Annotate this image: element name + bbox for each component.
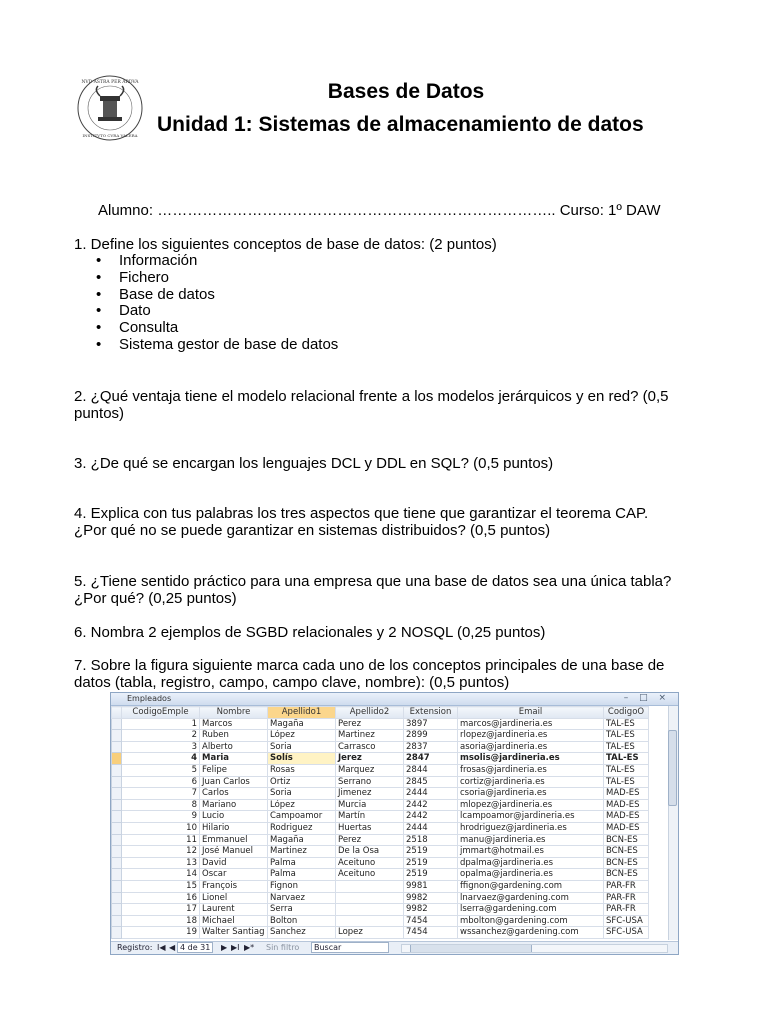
table-cell[interactable]: frosas@jardineria.es	[458, 764, 604, 776]
table-cell[interactable]: Soria	[268, 741, 336, 753]
no-filter-button[interactable]: Sin filtro	[266, 943, 300, 952]
table-cell[interactable]: 2844	[404, 764, 458, 776]
table-cell[interactable]: Palma	[268, 869, 336, 881]
table-cell[interactable]	[336, 904, 404, 916]
table-cell[interactable]: Lionel	[200, 892, 268, 904]
table-cell[interactable]	[336, 915, 404, 927]
table-body	[112, 718, 649, 938]
table-cell[interactable]: MAD-ES	[604, 822, 649, 834]
select-all-cell[interactable]	[112, 707, 122, 719]
scrollbar-thumb[interactable]	[410, 945, 532, 952]
table-cell[interactable]: marcos@jardineria.es	[458, 718, 604, 730]
table-cell[interactable]: jmmart@hotmail.es	[458, 846, 604, 858]
table-header-row	[112, 707, 649, 719]
table-cell[interactable]: Fignon	[268, 880, 336, 892]
document-subtitle: Unidad 1: Sistemas de almacenamiento de datos	[157, 113, 644, 136]
table-cell[interactable]: 2519	[404, 846, 458, 858]
table-cell[interactable]: Lopez	[336, 927, 404, 939]
table-cell[interactable]: Perez	[336, 718, 404, 730]
table-cell[interactable]: 14	[122, 869, 200, 881]
table-cell[interactable]: Sanchez	[268, 927, 336, 939]
list-item: • Sistema gestor de base de datos	[96, 335, 339, 353]
table-cell[interactable]: Rosas	[268, 764, 336, 776]
row-selector[interactable]	[112, 822, 122, 834]
table-cell[interactable]: 2	[122, 730, 200, 742]
table-cell[interactable]: 9982	[404, 904, 458, 916]
list-item: • Fichero	[96, 268, 170, 286]
row-selector[interactable]	[112, 799, 122, 811]
column-header[interactable]: CodigoEmple	[122, 707, 200, 719]
list-item: • Consulta	[96, 319, 179, 337]
table-cell[interactable]: Bolton	[268, 915, 336, 927]
row-selector[interactable]	[112, 753, 122, 765]
column-header[interactable]: CodigoO	[604, 707, 649, 719]
table-cell[interactable]: Jerez	[336, 753, 404, 765]
table-cell[interactable]: 4	[122, 753, 200, 765]
table-cell[interactable]: 2845	[404, 776, 458, 788]
row-selector[interactable]	[112, 915, 122, 927]
table-cell[interactable]: lserra@gardening.com	[458, 904, 604, 916]
row-selector[interactable]	[112, 741, 122, 753]
table-cell[interactable]: lnarvaez@gardening.com	[458, 892, 604, 904]
question-4-line-2: ¿Por qué no se puede garantizar en sistemas distribuidos? (0,5 puntos)	[74, 522, 551, 539]
table-cell[interactable]: MAD-ES	[604, 788, 649, 800]
table-cell[interactable]: PAR-FR	[604, 892, 649, 904]
table-cell[interactable]: 2519	[404, 869, 458, 881]
table-cell[interactable]: Carrasco	[336, 741, 404, 753]
question-5	[74, 573, 714, 607]
column-header-selected[interactable]: Apellido1	[268, 707, 336, 719]
bullet-icon: •	[96, 302, 102, 320]
table-cell[interactable]: TAL-ES	[604, 764, 649, 776]
bullet-icon: •	[96, 285, 102, 303]
table-cell[interactable]: Narvaez	[268, 892, 336, 904]
table-cell[interactable]: rlopez@jardineria.es	[458, 730, 604, 742]
table-cell[interactable]: 9	[122, 811, 200, 823]
table-cell[interactable]: 7	[122, 788, 200, 800]
window-controls[interactable]: – □ ×	[623, 693, 670, 703]
question-2: 2. ¿Qué ventaja tiene el modelo relacional frente a los modelos jerárquicos y en red? (0,5 puntos)	[74, 388, 669, 422]
table-cell[interactable]: 2444	[404, 822, 458, 834]
svg-text:NVD ASTRA PER ARDVA: NVD ASTRA PER ARDVA	[81, 80, 139, 85]
row-selector[interactable]	[112, 718, 122, 730]
table-cell[interactable]: 3	[122, 741, 200, 753]
table-row[interactable]	[112, 857, 649, 869]
bullet-icon: •	[96, 319, 102, 337]
table-cell[interactable]: BCN-ES	[604, 846, 649, 858]
table-row[interactable]	[112, 904, 649, 916]
table-cell[interactable]: Marcos	[200, 718, 268, 730]
table-cell[interactable]: 3897	[404, 718, 458, 730]
table-cell[interactable]: msolis@jardineria.es	[458, 753, 604, 765]
column-header[interactable]: Extension	[404, 707, 458, 719]
table-cell[interactable]: 7454	[404, 915, 458, 927]
table-cell[interactable]: dpalma@jardineria.es	[458, 857, 604, 869]
table-cell[interactable]: Marquez	[336, 764, 404, 776]
row-selector[interactable]	[112, 892, 122, 904]
horizontal-scrollbar[interactable]	[401, 944, 668, 953]
table-cell[interactable]: Ruben	[200, 730, 268, 742]
table-cell[interactable]: 18	[122, 915, 200, 927]
table-cell[interactable]: De la Osa	[336, 846, 404, 858]
table-cell[interactable]	[336, 892, 404, 904]
table-cell[interactable]: cortiz@jardineria.es	[458, 776, 604, 788]
table-cell[interactable]: Magaña	[268, 834, 336, 846]
table-cell[interactable]: Soria	[268, 788, 336, 800]
vertical-scrollbar[interactable]	[668, 706, 678, 940]
question-4	[74, 505, 714, 539]
question-4-line-1: 4. Explica con tus palabras los tres aspectos que tiene que garantizar el teorema CAP.	[74, 505, 649, 522]
table-cell[interactable]: mbolton@gardening.com	[458, 915, 604, 927]
table-cell[interactable]: opalma@jardineria.es	[458, 869, 604, 881]
table-cell[interactable]: csoria@jardineria.es	[458, 788, 604, 800]
column-header[interactable]: Apellido2	[336, 707, 404, 719]
table-cell[interactable]: 2837	[404, 741, 458, 753]
table-cell[interactable]: 11	[122, 834, 200, 846]
table-cell[interactable]: 2518	[404, 834, 458, 846]
table-row[interactable]	[112, 730, 649, 742]
svg-text:INSTITVTO CVRA VALERA: INSTITVTO CVRA VALERA	[82, 133, 138, 138]
table-cell[interactable]: 5	[122, 764, 200, 776]
table-cell[interactable]: Carlos	[200, 788, 268, 800]
table-cell[interactable]: 13	[122, 857, 200, 869]
table-cell[interactable]: Huertas	[336, 822, 404, 834]
table-cell[interactable]: 7454	[404, 927, 458, 939]
table-cell[interactable]: Magaña	[268, 718, 336, 730]
table-cell[interactable]: manu@jardineria.es	[458, 834, 604, 846]
table-cell[interactable]: López	[268, 730, 336, 742]
table-cell[interactable]: ffignon@gardening.com	[458, 880, 604, 892]
table-cell[interactable]: SFC-USA	[604, 927, 649, 939]
table-cell[interactable]: TAL-ES	[604, 730, 649, 742]
table-cell[interactable]: Solís	[268, 753, 336, 765]
list-item: • Información	[96, 252, 198, 269]
table-cell[interactable]: Martinez	[336, 730, 404, 742]
table-cell[interactable]: Palma	[268, 857, 336, 869]
table-cell[interactable]: Serra	[268, 904, 336, 916]
table-cell[interactable]: 15	[122, 880, 200, 892]
table-cell[interactable]: 2442	[404, 799, 458, 811]
table-cell[interactable]: 9982	[404, 892, 458, 904]
row-selector[interactable]	[112, 764, 122, 776]
table-cell[interactable]: Lucio	[200, 811, 268, 823]
bullet-icon: •	[96, 268, 102, 286]
question-7	[74, 657, 714, 691]
table-cell[interactable]: hrodriguez@jardineria.es	[458, 822, 604, 834]
table-cell[interactable]: 9981	[404, 880, 458, 892]
table-cell[interactable]	[336, 880, 404, 892]
table-cell[interactable]: Walter Santiag	[200, 927, 268, 939]
table-row[interactable]	[112, 753, 649, 765]
table-cell[interactable]: PAR-FR	[604, 904, 649, 916]
table-cell[interactable]: Michael	[200, 915, 268, 927]
table-cell[interactable]: Hilario	[200, 822, 268, 834]
table-cell[interactable]: TAL-ES	[604, 718, 649, 730]
table-row[interactable]	[112, 788, 649, 800]
row-selector[interactable]	[112, 730, 122, 742]
document-title: Bases de Datos	[327, 80, 485, 103]
student-line: Alumno: …………………………………………………………………….. Curso: 1º DAW	[98, 202, 661, 219]
table-cell[interactable]: Martín	[336, 811, 404, 823]
table-row[interactable]	[112, 764, 649, 776]
question-5-line-2: ¿Por qué? (0,25 puntos)	[74, 590, 237, 607]
table-row[interactable]	[112, 927, 649, 939]
row-selector[interactable]	[112, 880, 122, 892]
next-record-icon[interactable]: ▶	[221, 943, 228, 952]
table-row[interactable]	[112, 892, 649, 904]
column-header[interactable]: Nombre	[200, 707, 268, 719]
row-selector[interactable]	[112, 904, 122, 916]
question-1: 1. Define los siguientes conceptos de base de datos: (2 puntos)	[74, 236, 497, 253]
table-cell[interactable]: 2444	[404, 788, 458, 800]
row-selector[interactable]	[112, 776, 122, 788]
table-cell[interactable]: MAD-ES	[604, 799, 649, 811]
employees-table	[111, 706, 649, 939]
table-cell[interactable]: Mariano	[200, 799, 268, 811]
table-cell[interactable]: 17	[122, 904, 200, 916]
table-cell[interactable]: BCN-ES	[604, 834, 649, 846]
table-cell[interactable]: Emmanuel	[200, 834, 268, 846]
question-3: 3. ¿De qué se encargan los lenguajes DCL y DDL en SQL? (0,5 puntos)	[74, 455, 554, 472]
table-cell[interactable]: 2899	[404, 730, 458, 742]
table-row[interactable]	[112, 741, 649, 753]
table-cell[interactable]: Ortiz	[268, 776, 336, 788]
table-cell[interactable]: Campoamor	[268, 811, 336, 823]
table-cell[interactable]: 1	[122, 718, 200, 730]
table-cell[interactable]: lcampoamor@jardineria.es	[458, 811, 604, 823]
table-cell[interactable]: Alberto	[200, 741, 268, 753]
table-cell[interactable]: Oscar	[200, 869, 268, 881]
question-6: 6. Nombra 2 ejemplos de SGBD relacionales y 2 NOSQL (0,25 puntos)	[74, 624, 546, 641]
table-cell[interactable]: 8	[122, 799, 200, 811]
row-selector[interactable]	[112, 846, 122, 858]
table-cell[interactable]: 2847	[404, 753, 458, 765]
previous-record-icon[interactable]: ◀	[169, 943, 176, 952]
table-row[interactable]	[112, 915, 649, 927]
table-cell[interactable]: 19	[122, 927, 200, 939]
table-cell[interactable]: 2442	[404, 811, 458, 823]
table-cell[interactable]: 12	[122, 846, 200, 858]
table-cell[interactable]: SFC-USA	[604, 915, 649, 927]
table-cell[interactable]: Juan Carlos	[200, 776, 268, 788]
row-selector[interactable]	[112, 927, 122, 939]
table-cell[interactable]: 6	[122, 776, 200, 788]
question-1-concept-list	[96, 253, 338, 354]
table-cell[interactable]: Serrano	[336, 776, 404, 788]
table-row[interactable]	[112, 718, 649, 730]
table-cell[interactable]: PAR-FR	[604, 880, 649, 892]
table-cell[interactable]: Felipe	[200, 764, 268, 776]
table-cell[interactable]: 10	[122, 822, 200, 834]
row-selector[interactable]	[112, 834, 122, 846]
table-cell[interactable]: Jimenez	[336, 788, 404, 800]
record-navigation-bar	[111, 941, 678, 954]
table-cell[interactable]: MAD-ES	[604, 811, 649, 823]
table-cell[interactable]: TAL-ES	[604, 776, 649, 788]
table-cell[interactable]: Perez	[336, 834, 404, 846]
table-cell[interactable]: Murcia	[336, 799, 404, 811]
search-input[interactable]: Buscar	[311, 942, 389, 953]
table-cell[interactable]: Rodriguez	[268, 822, 336, 834]
row-selector[interactable]	[112, 811, 122, 823]
table-cell[interactable]: François	[200, 880, 268, 892]
table-cell[interactable]: TAL-ES	[604, 741, 649, 753]
table-row[interactable]	[112, 880, 649, 892]
list-item: • Dato	[96, 302, 151, 320]
table-row[interactable]	[112, 822, 649, 834]
table-row[interactable]	[112, 799, 649, 811]
table-cell[interactable]: Aceituno	[336, 869, 404, 881]
table-cell[interactable]: BCN-ES	[604, 857, 649, 869]
question-5-line-1: 5. ¿Tiene sentido práctico para una empresa que una base de datos sea una única tabla?	[74, 573, 672, 590]
table-cell[interactable]: Aceituno	[336, 857, 404, 869]
first-record-icon[interactable]: I◀	[157, 943, 166, 952]
table-cell[interactable]: asoria@jardineria.es	[458, 741, 604, 753]
table-row[interactable]	[112, 776, 649, 788]
record-label: Registro:	[117, 943, 153, 952]
list-item: • Base de datos	[96, 285, 215, 303]
table-row[interactable]	[112, 869, 649, 881]
row-selector[interactable]	[112, 857, 122, 869]
window-title: Empleados	[127, 694, 172, 703]
bullet-icon: •	[96, 335, 102, 353]
question-7-line-2: datos (tabla, registro, campo, campo clave, nombre): (0,5 puntos)	[74, 674, 510, 691]
last-record-icon[interactable]: ▶I	[231, 943, 240, 952]
table-cell[interactable]: Martinez	[268, 846, 336, 858]
question-7-line-1: 7. Sobre la figura siguiente marca cada uno de los conceptos principales de una base de	[74, 657, 665, 674]
row-selector[interactable]	[112, 788, 122, 800]
table-cell[interactable]: TAL-ES	[604, 753, 649, 765]
table-cell[interactable]: BCN-ES	[604, 869, 649, 881]
row-selector[interactable]	[112, 869, 122, 881]
bullet-icon: •	[96, 252, 102, 269]
column-header[interactable]: Email	[458, 707, 604, 719]
table-cell[interactable]: Maria	[200, 753, 268, 765]
current-record-field[interactable]: 4 de 31	[177, 942, 213, 953]
table-row[interactable]	[112, 811, 649, 823]
table-cell[interactable]: Laurent	[200, 904, 268, 916]
table-cell[interactable]: 2519	[404, 857, 458, 869]
table-cell[interactable]: 16	[122, 892, 200, 904]
new-record-icon[interactable]: ▶*	[244, 943, 255, 952]
table-row[interactable]	[112, 846, 649, 858]
table-cell[interactable]: José Manuel	[200, 846, 268, 858]
table-cell[interactable]: mlopez@jardineria.es	[458, 799, 604, 811]
scrollbar-thumb[interactable]	[668, 730, 677, 806]
table-cell[interactable]: David	[200, 857, 268, 869]
table-cell[interactable]: wssanchez@gardening.com	[458, 927, 604, 939]
access-datasheet-window	[110, 692, 679, 955]
table-row[interactable]	[112, 834, 649, 846]
table-cell[interactable]: López	[268, 799, 336, 811]
window-titlebar	[111, 693, 678, 706]
